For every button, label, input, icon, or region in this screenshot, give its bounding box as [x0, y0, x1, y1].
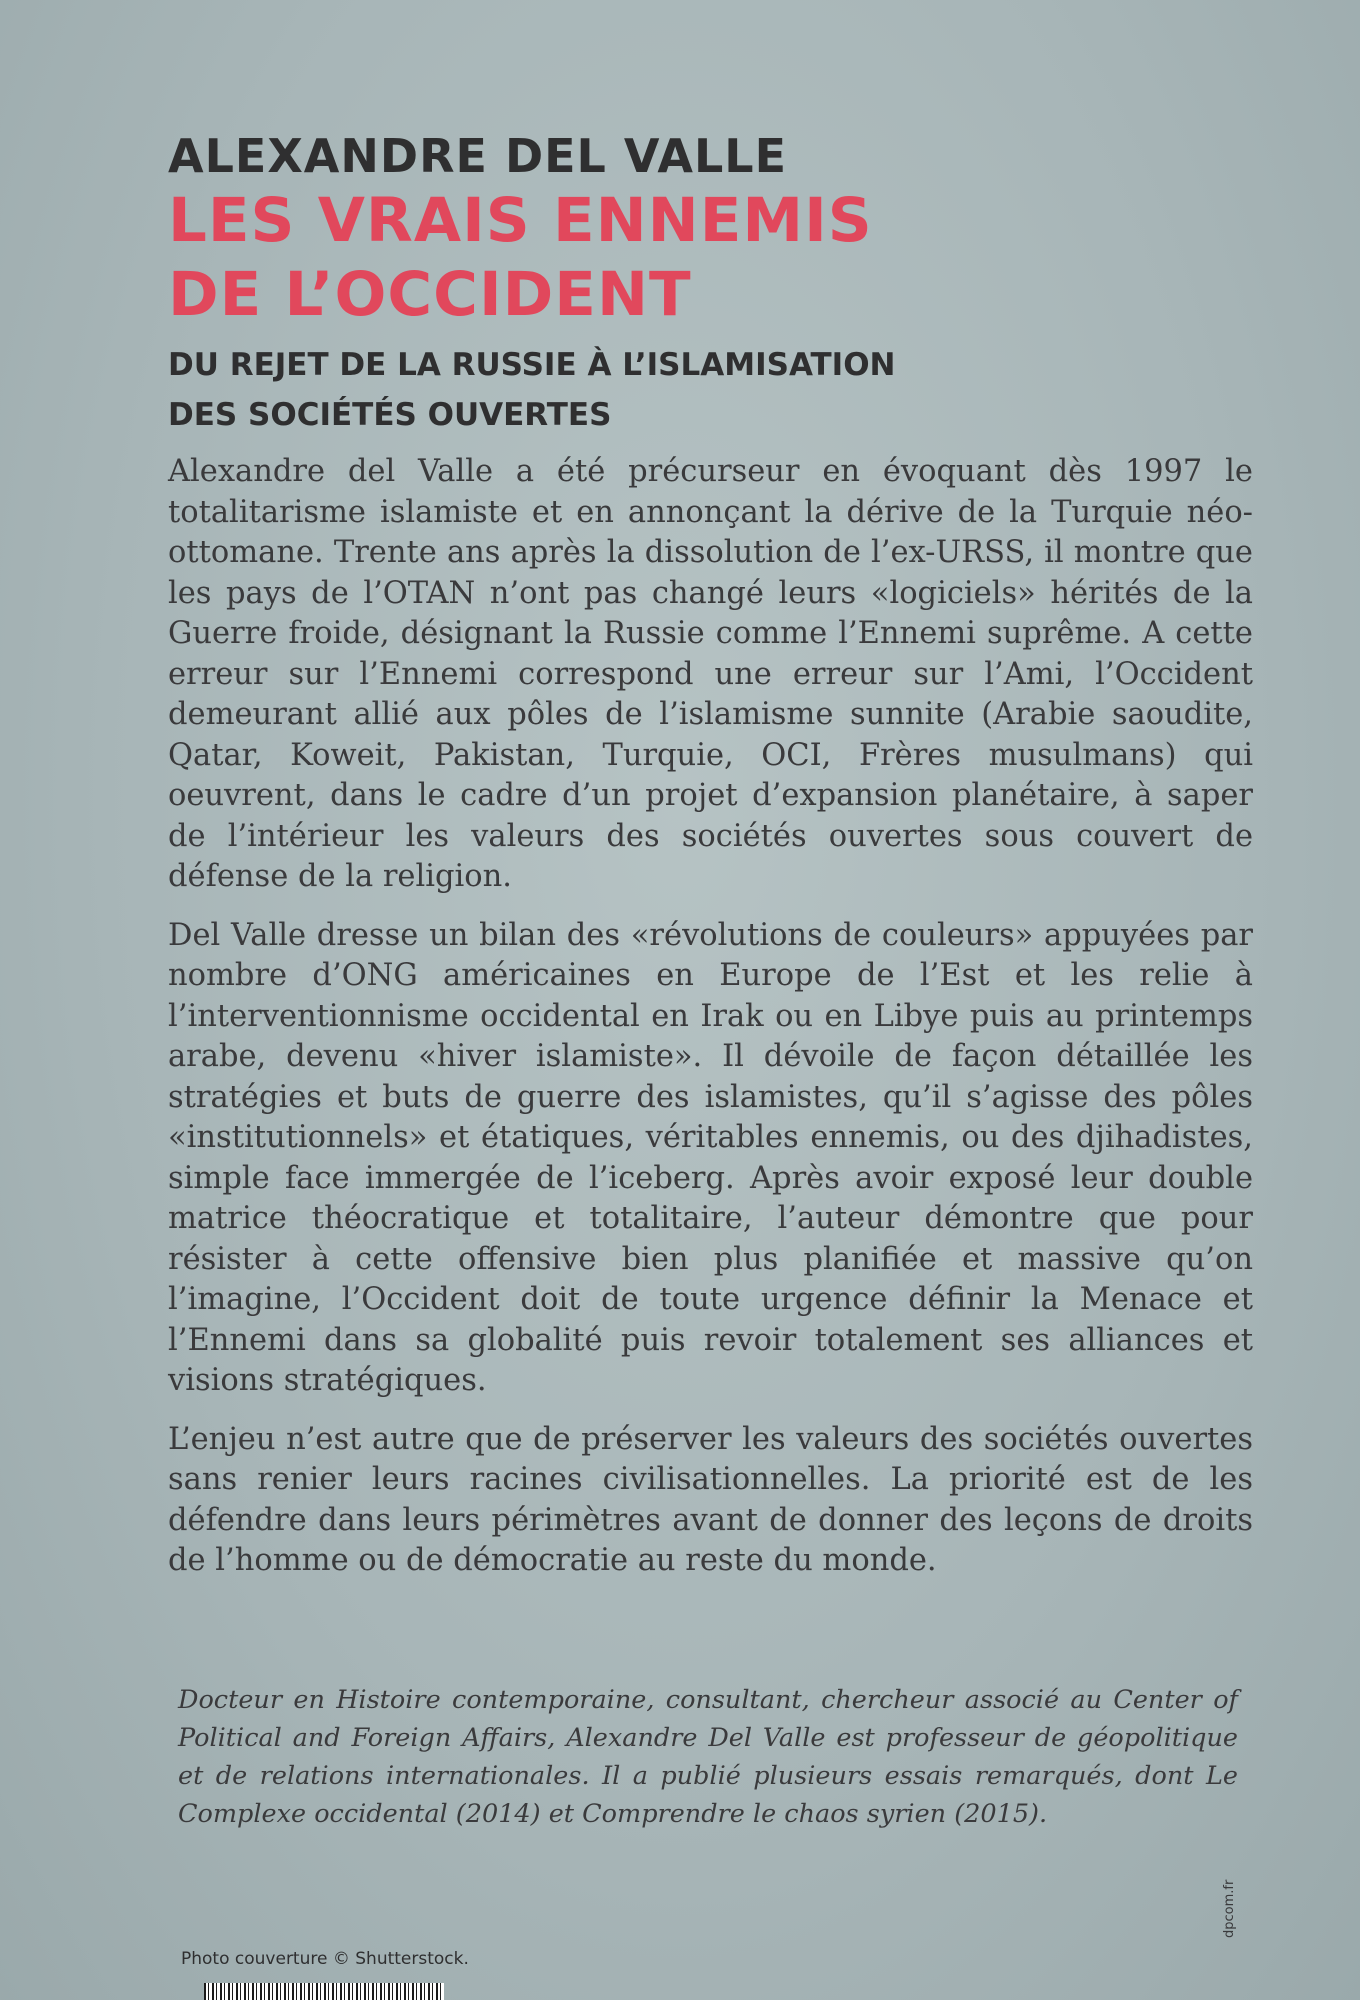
book-title-line-1: LES VRAIS ENNEMIS	[168, 185, 873, 256]
author-bio: Docteur en Histoire contemporaine, consultant, chercheur associé au Center of Political and Foreign Affairs, Alexandre Del Valle est professeur de géopolitique et de relations internationales. Il a publié plusieurs essais remarqués, dont Le Complexe occidental (2014) et Comprendre le chaos syrien (2015).	[178, 1684, 1238, 1829]
blurb-paragraph-2: Del Valle dresse un bilan des «révolutions de couleurs» appuyées par nombre d’ONG américaines en Europe de l’Est et les relie à l’interventionnisme occidental en Irak ou en Libye puis au printemps arabe, devenu «hiver islamiste». Il dévoile de façon détaillée les stratégies et buts de guerre des islamistes, qu’il s’agisse des pôles «institutionnels» et étatiques, véritables ennemis, ou des djihadistes, simple face immergée de l’iceberg. Après avoir exposé leur double matrice théocratique et totalitaire, l’auteur démontre que pour résister à cette offensive bien plus planifiée et massive qu’on l’imagine, l’Occident doit de toute urgence définir la Menace et l’Ennemi dans sa globalité puis revoir totalement ses alliances et visions stratégiques.	[168, 917, 1253, 1398]
subtitle-line-2: DES SOCIÉTÉS OUVERTES	[168, 397, 612, 433]
barcode	[204, 1983, 444, 2000]
blurb-paragraph-1: Alexandre del Valle a été précurseur en évoquant dès 1997 le totalitarisme islamiste et en annonçant la dérive de la Turquie néo-ottomane. Trente ans après la dissolution de l’ex-URSS, il montre que les pays de l’OTAN n’ont pas changé leurs «logiciels» hérités de la Guerre froide, désignant la Russie comme l’Ennemi suprême. A cette erreur sur l’Ennemi correspond une erreur sur l’Ami, l’Occident demeurant allié aux pôles de l’islamisme sunnite (Arabie saoudite, Qatar, Koweit, Pakistan, Turquie, OCI, Frères musulmans) qui oeuvrent, dans le cadre d’un projet d’expansion planétaire, à saper de l’intérieur les valeurs des sociétés ouvertes sous couvert de défense de la religion.	[168, 454, 1253, 894]
blurb-paragraph-3: L’enjeu n’est autre que de préserver les valeurs des sociétés ouvertes sans renier leurs racines civilisationnelles. La priorité est de les défendre dans leurs périmètres avant de donner des leçons de droits de l’homme ou de démocratie au reste du monde.	[168, 1421, 1253, 1578]
photo-credit: Photo couverture © Shutterstock.	[181, 1949, 469, 1969]
book-title-line-2: DE L’OCCIDENT	[168, 259, 692, 330]
book-subtitle	[168, 340, 1253, 440]
designer-credit: dpcom.fr	[1222, 1879, 1237, 1938]
cover-content	[168, 128, 1253, 1600]
blurb	[168, 452, 1253, 1582]
subtitle-line-1: DU REJET DE LA RUSSIE À L’ISLAMISATION	[168, 347, 896, 383]
author-name: ALEXANDRE DEL VALLE	[168, 129, 787, 183]
